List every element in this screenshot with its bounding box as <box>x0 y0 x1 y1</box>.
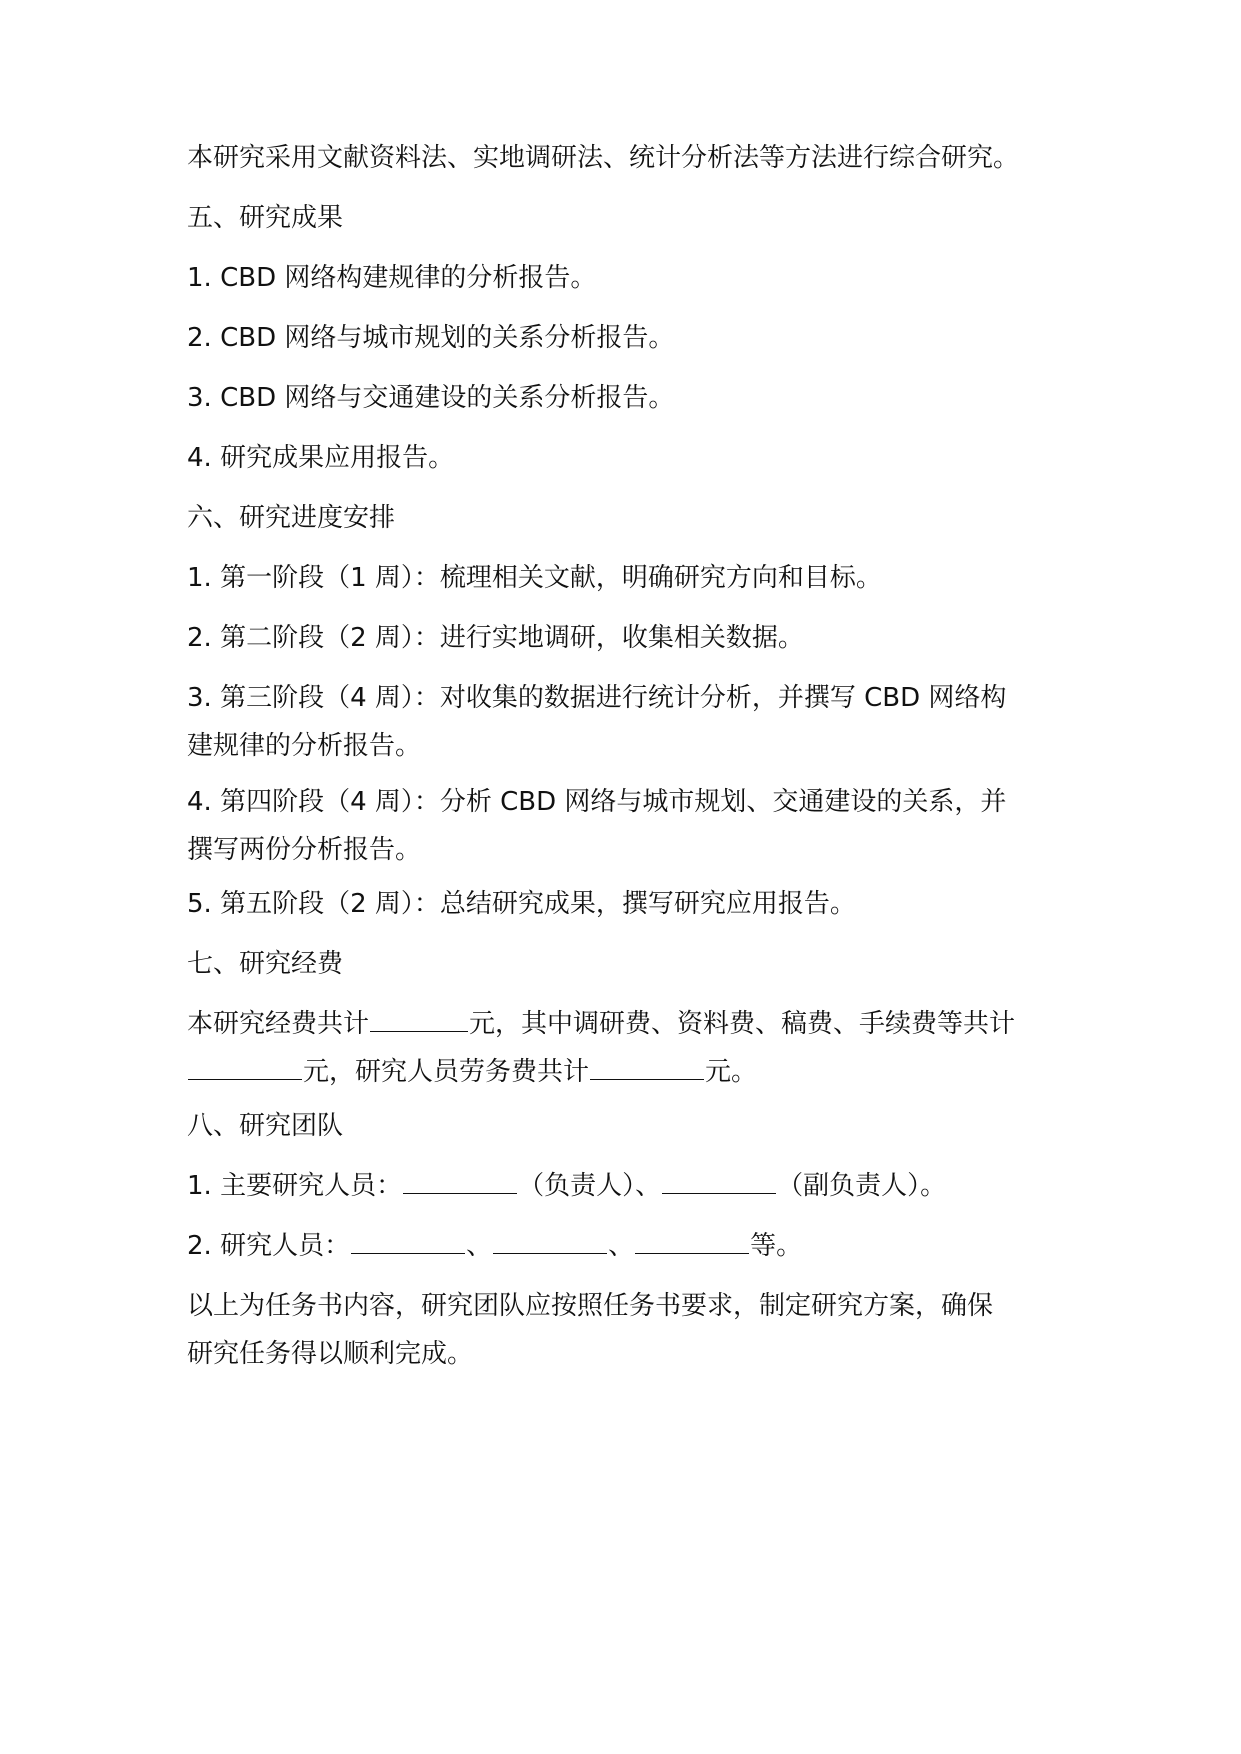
team-separator-2: 、 <box>608 1231 635 1261</box>
phase-item-2 <box>187 614 1087 662</box>
team-deputy-blank[interactable] <box>662 1163 776 1194</box>
funding-items-blank[interactable] <box>188 1049 302 1080</box>
section-5-heading <box>187 194 1087 242</box>
section-7-heading <box>187 940 1087 988</box>
section-6-heading <box>187 494 1087 542</box>
result-item-1 <box>187 254 1087 302</box>
team-lead-label: 1. 主要研究人员： <box>187 1171 403 1201</box>
section-8-title: 八、研究团队 <box>187 1111 344 1141</box>
closing-line-2: 研究任务得以顺利完成。 <box>187 1339 474 1369</box>
funding-items-label: 元，其中调研费、资料费、稿费、手续费等共计 <box>469 1009 1016 1039</box>
funding-total-blank[interactable] <box>370 1001 468 1032</box>
methods-paragraph <box>187 134 1087 182</box>
team-leader-role: （负责人）、 <box>518 1171 662 1201</box>
funding-total-label: 本研究经费共计 <box>187 1009 370 1039</box>
methods-text: 本研究采用文献资料法、实地调研法、统计分析法等方法进行综合研究。 <box>187 143 1020 173</box>
team-members-label: 2. 研究人员： <box>187 1231 351 1261</box>
phase-item-1 <box>187 554 1087 602</box>
team-item-1 <box>187 1162 1087 1210</box>
result-item-3-text: 3. CBD 网络与交通建设的关系分析报告。 <box>187 383 675 413</box>
funding-paragraph <box>187 1000 1087 1096</box>
team-item-2 <box>187 1222 1087 1270</box>
funding-end-text: 元。 <box>705 1057 758 1087</box>
closing-paragraph <box>187 1282 1087 1378</box>
section-7-title: 七、研究经费 <box>187 949 344 979</box>
result-item-4-text: 4. 研究成果应用报告。 <box>187 443 455 473</box>
team-member-blank-2[interactable] <box>493 1223 607 1254</box>
phase-item-2-text: 2. 第二阶段（2 周）：进行实地调研，收集相关数据。 <box>187 623 804 653</box>
phase-item-3 <box>187 674 1087 770</box>
closing-line-1: 以上为任务书内容，研究团队应按照任务书要求，制定研究方案，确保 <box>187 1291 994 1321</box>
result-item-3 <box>187 374 1087 422</box>
phase-item-3-line-2: 建规律的分析报告。 <box>187 731 422 761</box>
phase-item-5-text: 5. 第五阶段（2 周）：总结研究成果，撰写研究应用报告。 <box>187 889 856 919</box>
phase-item-1-text: 1. 第一阶段（1 周）：梳理相关文献，明确研究方向和目标。 <box>187 563 882 593</box>
funding-line-2 <box>187 1048 1087 1096</box>
team-member-blank-3[interactable] <box>635 1223 749 1254</box>
section-5-title: 五、研究成果 <box>187 203 344 233</box>
phase-item-5 <box>187 880 1087 928</box>
phase-item-4 <box>187 778 1087 874</box>
funding-line-1 <box>187 1000 1087 1048</box>
funding-labor-blank[interactable] <box>590 1049 704 1080</box>
team-deputy-role: （副负责人）。 <box>777 1171 947 1201</box>
phase-item-3-line-1: 3. 第三阶段（4 周）：对收集的数据进行统计分析，并撰写 CBD 网络构 <box>187 683 1007 713</box>
team-members-end: 等。 <box>750 1231 803 1261</box>
result-item-1-text: 1. CBD 网络构建规律的分析报告。 <box>187 263 597 293</box>
team-member-blank-1[interactable] <box>351 1223 465 1254</box>
result-item-4 <box>187 434 1087 482</box>
team-leader-blank[interactable] <box>403 1163 517 1194</box>
result-item-2 <box>187 314 1087 362</box>
phase-item-4-line-1: 4. 第四阶段（4 周）：分析 CBD 网络与城市规划、交通建设的关系，并 <box>187 787 1007 817</box>
section-8-heading <box>187 1102 1087 1150</box>
result-item-2-text: 2. CBD 网络与城市规划的关系分析报告。 <box>187 323 675 353</box>
team-separator-1: 、 <box>466 1231 493 1261</box>
section-6-title: 六、研究进度安排 <box>187 503 396 533</box>
funding-labor-label: 元，研究人员劳务费共计 <box>303 1057 590 1087</box>
phase-item-4-line-2: 撰写两份分析报告。 <box>187 835 422 865</box>
